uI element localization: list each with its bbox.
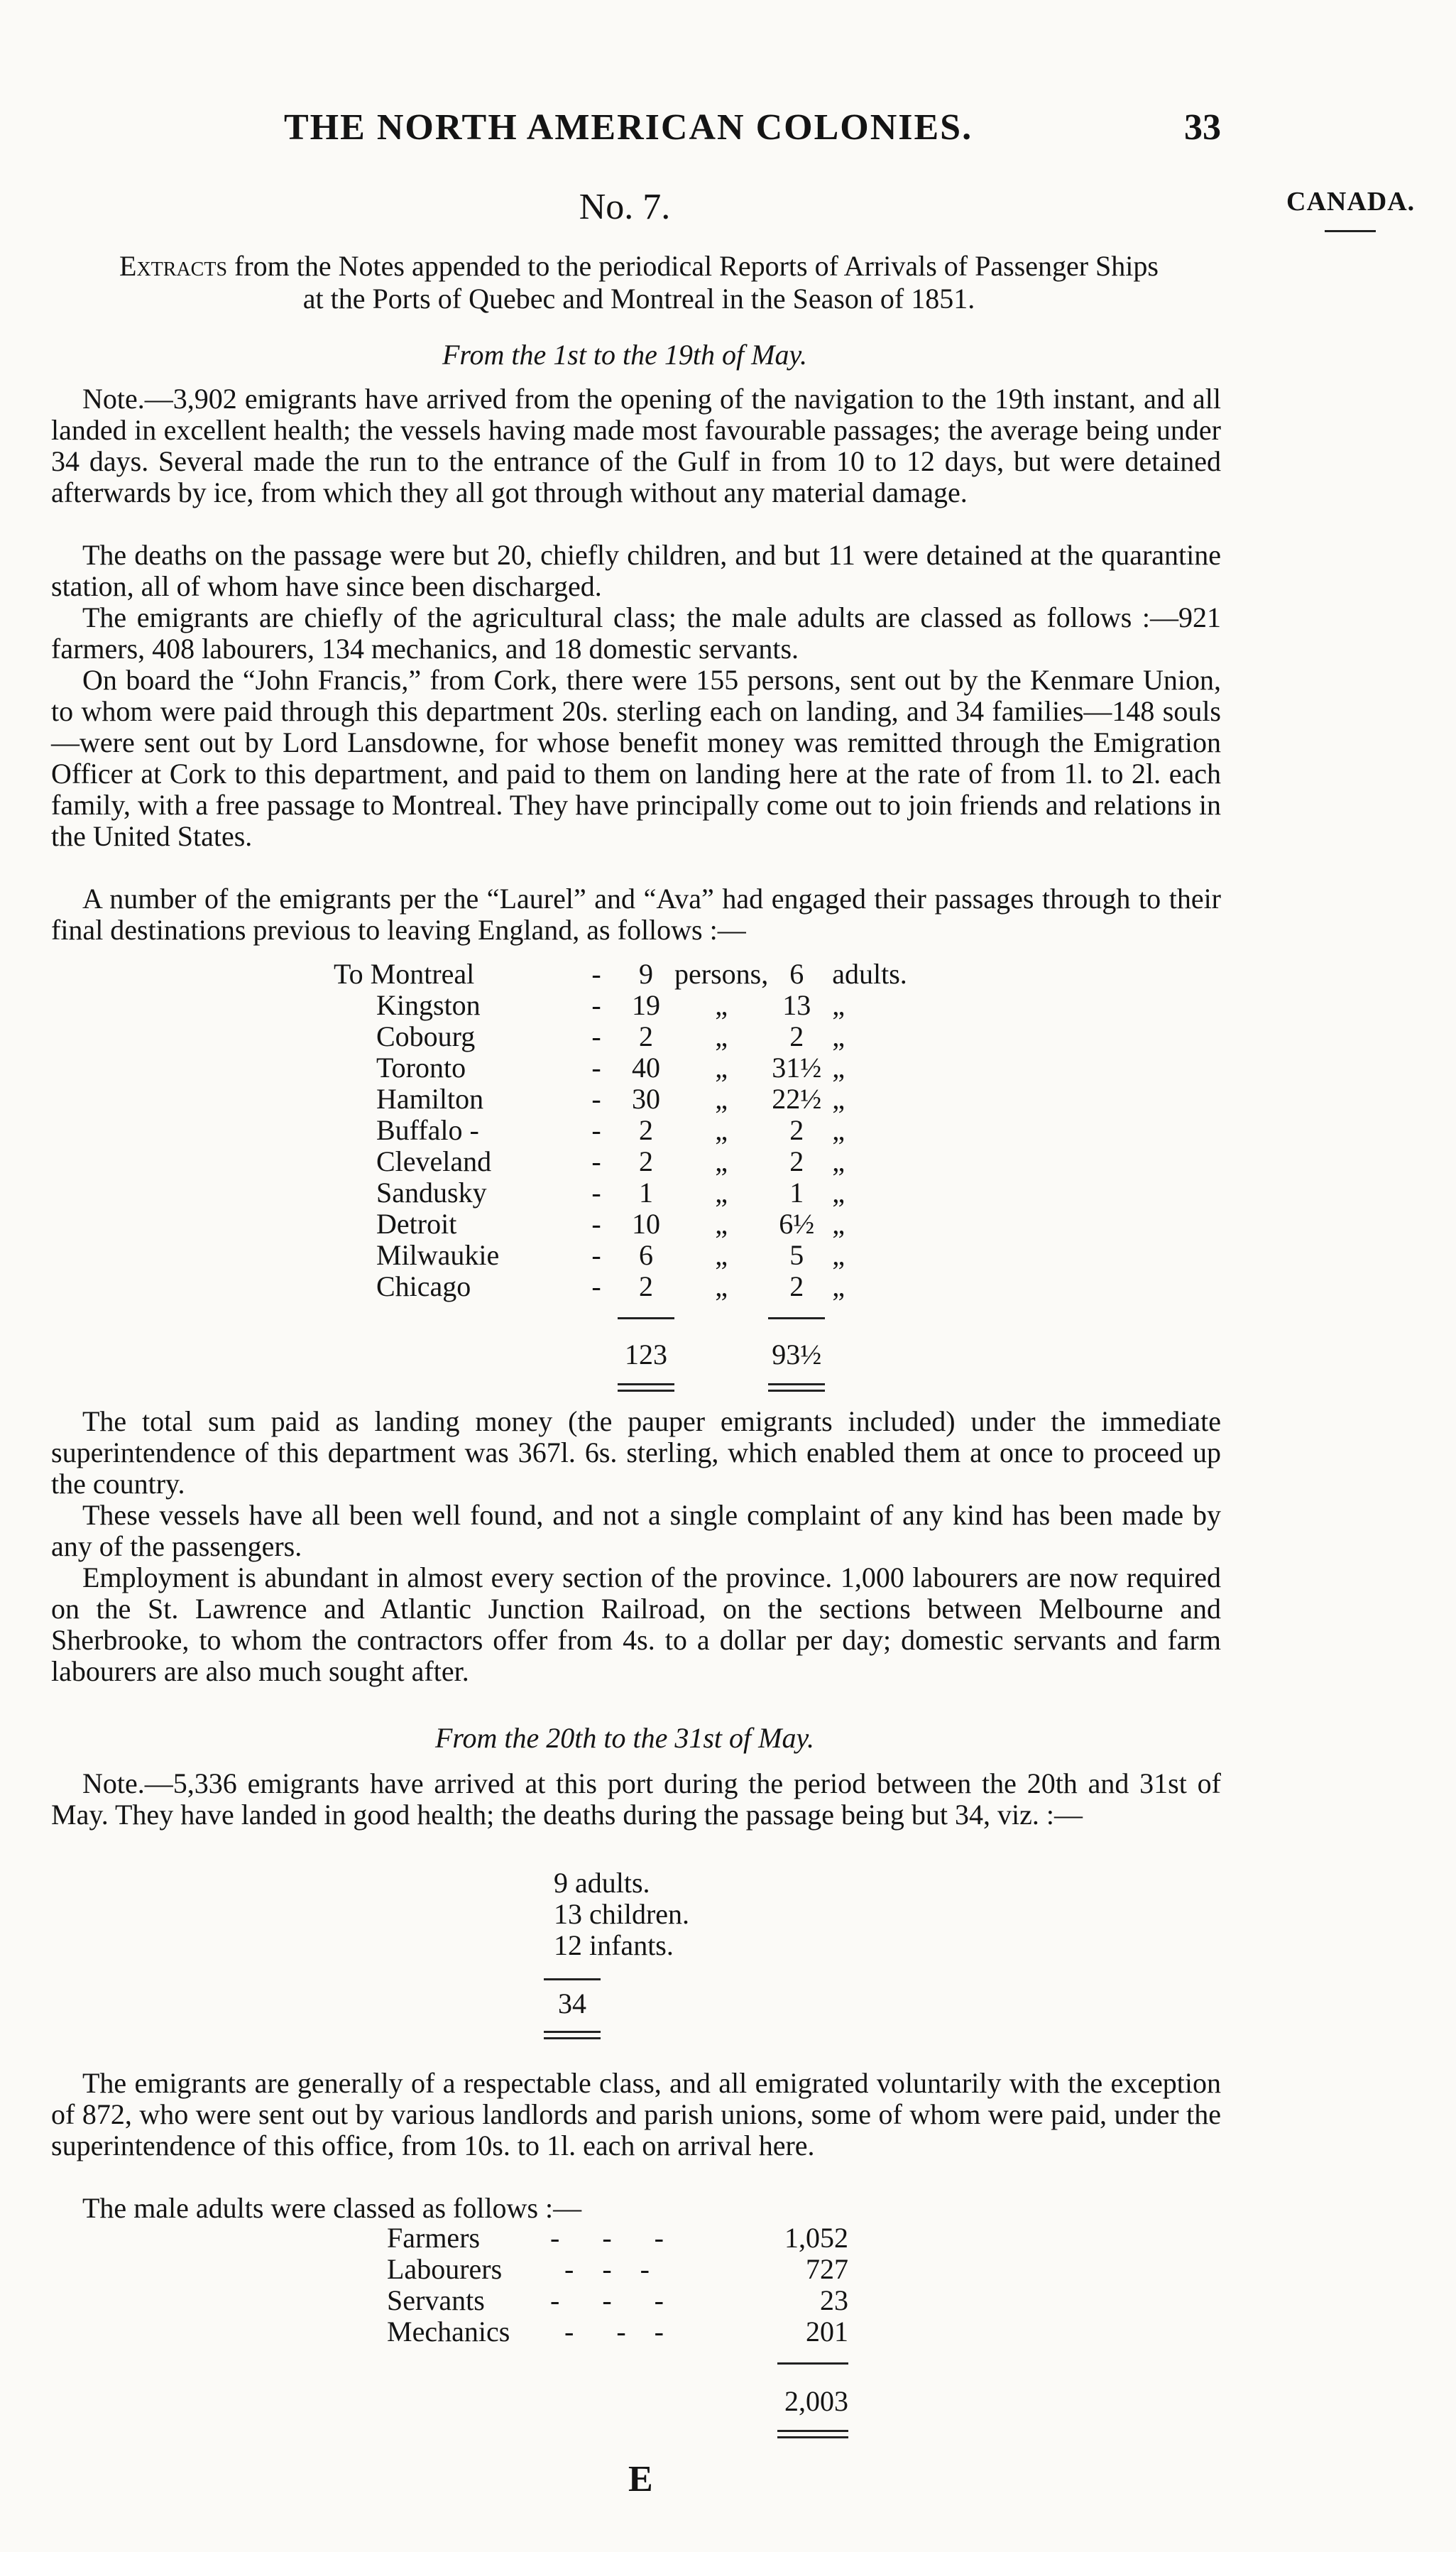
persons-count: 1 [639, 1177, 653, 1209]
occupation-name: Farmers [387, 2222, 481, 2254]
destination-row [334, 1084, 907, 1115]
deaths-line: 12 infants. [554, 1929, 674, 1961]
paragraph: Employment is abundant in almost every section of the province. 1,000 labourers are now required on the St. Lawrence and Atlantic Junction Railroad, on the sections between Melbourne and Sherbrooke, to whom the contractors offer from 4s. to a dollar per day; domestic servants and farm labourers are also much sought after. [51, 1561, 1221, 1687]
adults-count: 31½ [772, 1052, 822, 1084]
destination-city: Buffalo - [376, 1114, 479, 1146]
occupation-name: Mechanics [387, 2316, 510, 2347]
deaths-total: 34 [558, 1987, 586, 2019]
persons-unit: „ [715, 1114, 728, 1146]
destination-name [334, 1084, 575, 1115]
persons-unit: persons, [674, 958, 769, 990]
leader-dashes: - - - [550, 2253, 650, 2285]
destination-row [334, 1146, 907, 1177]
destination-city: Chicago [376, 1270, 471, 1302]
persons-unit: „ [715, 1083, 728, 1115]
adults-unit: „ [832, 1020, 845, 1052]
section-heading-1: From the 1st to the 19th of May. [442, 339, 808, 371]
destination-row [334, 1177, 907, 1209]
destination-city: Sandusky [376, 1177, 487, 1209]
persons-unit: „ [715, 1239, 728, 1271]
total-rule [777, 2362, 848, 2365]
destination-name [334, 1209, 575, 1240]
occupation-name: Servants [387, 2284, 485, 2316]
leader-dash: - [591, 1052, 601, 1084]
occupations-total: 2,003 [784, 2385, 848, 2417]
persons-count: 2 [639, 1145, 653, 1177]
occupation-count: 201 [806, 2316, 848, 2347]
destination-city: Montreal [370, 958, 475, 990]
persons-count: 2 [639, 1270, 653, 1302]
leader-dash: - [591, 1145, 601, 1177]
destination-name [334, 1271, 575, 1302]
leader-dash: - [591, 1208, 601, 1240]
destination-name [334, 1115, 575, 1146]
destination-name [334, 1052, 575, 1084]
paragraph: On board the “John Francis,” from Cork, there were 155 persons, sent out by the Kenmare Union, to whom were paid through this department 20s. sterling each on landing, and 34 families—148 souls—were sent out by Lord Lansdowne, for whose benefit money was remitted through the Emigration Officer at Cork to this department, and paid to them on landing here at the rate of from 1l. to 2l. each family, with a free passage to Montreal. They have principally come out to join friends and relations in the United States. [51, 664, 1221, 852]
destinations-table [334, 959, 907, 1403]
destination-name [334, 1021, 575, 1052]
destination-city: Toronto [376, 1052, 466, 1084]
destination-row [334, 1240, 907, 1271]
adults-count: 2 [789, 1145, 804, 1177]
destination-city: Milwaukie [376, 1239, 500, 1271]
deaths-line: 9 adults. [554, 1867, 650, 1899]
occupation-name: Labourers [387, 2253, 503, 2285]
leader-dash: - [591, 989, 601, 1021]
running-header-title: THE NORTH AMERICAN COLONIES. [284, 107, 973, 148]
destination-row [334, 990, 907, 1021]
persons-count: 2 [639, 1114, 653, 1146]
double-rule [618, 1383, 674, 1392]
leader-dashes: - - - [550, 2316, 664, 2347]
destination-name [334, 1146, 575, 1177]
occupation-row [387, 2254, 848, 2285]
persons-count: 30 [632, 1083, 660, 1115]
destination-city: Cleveland [376, 1145, 492, 1177]
adults-unit: „ [832, 1270, 845, 1302]
adults-count: 6 [789, 958, 804, 990]
paragraph: These vessels have all been well found, and not a single complaint of any kind has been made by any of the passengers. [51, 1499, 1221, 1562]
persons-unit: „ [715, 1020, 728, 1052]
adults-unit: adults. [832, 958, 907, 990]
occupation-count: 1,052 [784, 2222, 848, 2254]
adults-unit: „ [832, 1177, 845, 1209]
paragraph: Note.—5,336 emigrants have arrived at this port during the period between the 20th and 31st of May. They have landed in good health; the deaths during the passage being but 34, viz. :— [51, 1767, 1221, 1831]
double-rule [777, 2430, 848, 2438]
adults-count: 2 [789, 1114, 804, 1146]
occupation-count: 727 [806, 2253, 848, 2285]
adults-count: 5 [789, 1239, 804, 1271]
total-rule [544, 1978, 601, 1980]
leader-dash: - [591, 1270, 601, 1302]
leader-dashes: - - - [550, 2284, 664, 2316]
destination-name [334, 1240, 575, 1271]
signature-mark: E [628, 2459, 653, 2499]
double-rule [768, 1383, 825, 1392]
page-number: 33 [1184, 107, 1221, 148]
persons-count: 40 [632, 1052, 660, 1084]
leader-dashes: - - - [550, 2222, 664, 2254]
occupation-row [387, 2316, 848, 2347]
persons-count: 10 [632, 1208, 660, 1240]
destination-city: Kingston [376, 989, 481, 1021]
persons-unit: „ [715, 1052, 728, 1084]
paragraph: The emigrants are generally of a respectable class, and all emigrated voluntarily with the exception of 872, who were sent out by various landlords and parish unions, some of whom were paid, under the superintendence of this office, from 10s. to 1l. each on arrival here. [51, 2067, 1221, 2161]
destination-row [334, 1271, 907, 1302]
leader-dash: - [591, 1239, 601, 1271]
leader-dash: - [591, 1020, 601, 1052]
document-number: No. 7. [579, 187, 671, 227]
total-adults: 93½ [772, 1338, 822, 1370]
persons-unit: „ [715, 1145, 728, 1177]
total-persons: 123 [625, 1338, 667, 1370]
paragraph: The male adults were classed as follows :— [82, 2192, 582, 2224]
destination-city: Hamilton [376, 1083, 484, 1115]
persons-count: 9 [639, 958, 653, 990]
persons-unit: „ [715, 1177, 728, 1209]
double-rule [544, 2031, 601, 2039]
destination-prefix: To [334, 958, 371, 990]
total-rule [768, 1317, 825, 1319]
adults-count: 13 [782, 989, 811, 1021]
adults-unit: „ [832, 1145, 845, 1177]
occupation-row [387, 2223, 848, 2254]
occupation-count: 23 [820, 2284, 848, 2316]
adults-unit: „ [832, 989, 845, 1021]
persons-count: 19 [632, 989, 660, 1021]
adults-count: 22½ [772, 1083, 822, 1115]
leader-dash: - [591, 958, 601, 990]
destination-row [334, 959, 907, 990]
margin-label-rule [1325, 230, 1376, 232]
caption-lead-word: Extracts [119, 250, 228, 282]
adults-unit: „ [832, 1208, 845, 1240]
leader-dash: - [591, 1114, 601, 1146]
occupation-row [387, 2285, 848, 2316]
destination-city: Cobourg [376, 1020, 476, 1052]
adults-count: 2 [789, 1020, 804, 1052]
destination-row [334, 1115, 907, 1146]
destination-row [334, 1021, 907, 1052]
caption-line-1: from the Notes appended to the periodical Reports of Arrivals of Passenger Ships [227, 250, 1159, 282]
paragraph: The emigrants are chiefly of the agricultural class; the male adults are classed as follows :—921 farmers, 408 labourers, 134 mechanics, and 18 domestic servants. [51, 601, 1221, 665]
leader-dash: - [591, 1177, 601, 1209]
document-caption [57, 250, 1221, 315]
paragraph: The deaths on the passage were but 20, chiefly children, and but 11 were detained at the quarantine station, all of whom have since been discharged. [51, 539, 1221, 602]
caption-line-2: at the Ports of Quebec and Montreal in the Season of 1851. [302, 283, 975, 315]
persons-unit: „ [715, 1208, 728, 1240]
destination-name [334, 990, 575, 1021]
paragraph: Note.—3,902 emigrants have arrived from the opening of the navigation to the 19th instant, and all landed in excellent health; the vessels having made most favourable passages; the average being under 34 days. Several made the run to the entrance of the Gulf in from 10 to 12 days, but were detained afterwards by ice, from which they all got through without any material damage. [51, 383, 1221, 508]
persons-count: 6 [639, 1239, 653, 1271]
destination-name [334, 1177, 575, 1209]
adults-unit: „ [832, 1083, 845, 1115]
adults-unit: „ [832, 1114, 845, 1146]
adults-count: 1 [789, 1177, 804, 1209]
paragraph: The total sum paid as landing money (the pauper emigrants included) under the immediate superintendence of this department was 367l. 6s. sterling, which enabled them at once to proceed up the country. [51, 1405, 1221, 1500]
destination-city: Detroit [376, 1208, 457, 1240]
persons-unit: „ [715, 1270, 728, 1302]
section-heading-2: From the 20th to the 31st of May. [434, 1722, 815, 1754]
persons-unit: „ [715, 989, 728, 1021]
adults-unit: „ [832, 1239, 845, 1271]
occupations-table [387, 2223, 848, 2450]
adults-unit: „ [832, 1052, 845, 1084]
persons-count: 2 [639, 1020, 653, 1052]
deaths-breakdown [554, 1867, 689, 1961]
margin-label: CANADA. [1286, 187, 1416, 217]
total-rule [618, 1317, 674, 1319]
destination-row [334, 1209, 907, 1240]
destination-name [334, 959, 575, 990]
paragraph: A number of the emigrants per the “Laurel” and “Ava” had engaged their passages through to their final destinations previous to leaving England, as follows :— [51, 883, 1221, 946]
destination-row [334, 1052, 907, 1084]
adults-count: 6½ [779, 1208, 815, 1240]
deaths-line: 13 children. [554, 1898, 690, 1930]
adults-count: 2 [789, 1270, 804, 1302]
leader-dash: - [591, 1083, 601, 1115]
